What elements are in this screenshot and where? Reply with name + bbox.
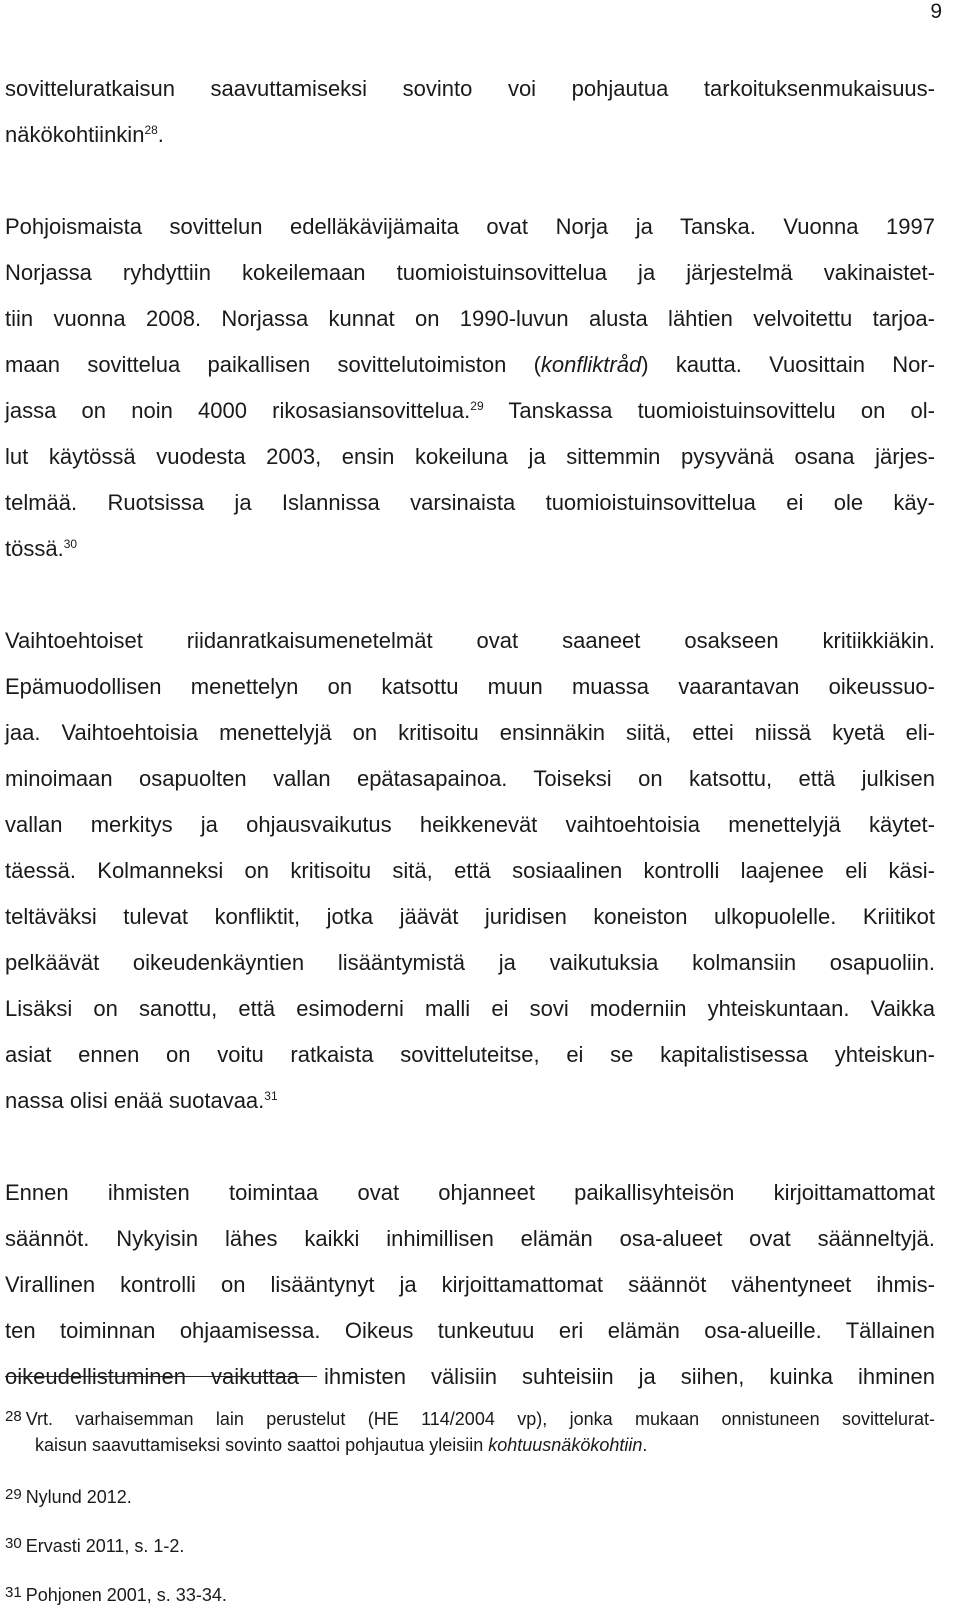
footnote-text: kaisun saavuttamiseksi sovinto saattoi pohjautua yleisiin: [35, 1435, 489, 1455]
text-run: tössä.: [5, 536, 64, 561]
footnote-text: .: [642, 1435, 648, 1455]
footnote-number: 30: [5, 1535, 22, 1552]
text-line: pelkäävät oikeudenkäyntien lisääntymistä ja vaikutuksia kolmansiin osapuoliin.: [5, 950, 935, 975]
text-line: lut käytössä vuodesta 2003, ensin kokeiluna ja sittemmin pysyvänä osana järjes-: [5, 444, 935, 469]
text-line: säännöt. Nykyisin lähes kaikki inhimillisen elämän osa-alueet ovat säänneltyjä.: [5, 1226, 935, 1251]
text-run: Tanskassa tuomioistuinsovittelu on ol-: [483, 398, 935, 423]
italic-term: konfliktråd: [540, 352, 642, 377]
text-line: [5, 112, 935, 158]
footnote-ref-30[interactable]: 30: [63, 537, 78, 551]
footnote-number: 31: [5, 1584, 22, 1601]
text-run: nassa olisi enää suotavaa.: [5, 1088, 265, 1113]
footnote-ref-28[interactable]: 28: [144, 123, 158, 137]
footnote-separator: [5, 1376, 317, 1377]
footnote-text: Pohjonen 2001, s. 33-34.: [25, 1585, 227, 1605]
text-line: Pohjoismaista sovittelun edelläkävijämaita ovat Norja ja Tanska. Vuonna 1997: [5, 214, 935, 239]
paragraph-gap: [5, 572, 935, 618]
text-line: Lisäksi on sanottu, että esimoderni malli ei sovi moderniin yhteiskuntaan. Vaikka: [5, 996, 935, 1021]
text-run: .: [157, 122, 164, 147]
text-line: minoimaan osapuolten vallan epätasapainoa. Toiseksi on katsottu, että julkisen: [5, 766, 935, 791]
text-line: sovitteluratkaisun saavuttamiseksi sovinto voi pohjautua tarkoituksenmukaisuus-: [5, 76, 935, 101]
page-number: 9: [930, 0, 942, 23]
text-line: täessä. Kolmanneksi on kritisoitu sitä, että sosiaalinen kontrolli laajenee eli käsi-: [5, 858, 935, 883]
text-line: Ennen ihmisten toimintaa ovat ohjanneet paikallisyhteisön kirjoittamattomat: [5, 1180, 935, 1205]
footnote-italic-term: kohtuusnäkökohtiin: [488, 1435, 643, 1455]
text-line: Norjassa ryhdyttiin kokeilemaan tuomioistuinsovittelua ja järjestelmä vakinaistet-: [5, 260, 935, 285]
text-line: teltäväksi tulevat konfliktit, jotka jäävät juridisen koneiston ulkopuolelle. Kriitikot: [5, 904, 935, 929]
footnote-text: Vrt. varhaisemman lain perustelut (HE 114/2004 vp), jonka mukaan onnistuneen sovittelurat-: [25, 1409, 935, 1429]
text-line: jaa. Vaihtoehtoisia menettelyjä on kritisoitu ensinnäkin siitä, ettei niissä kyetä eli-: [5, 720, 935, 745]
footnote-ref-29[interactable]: 29: [470, 399, 484, 413]
text-line: telmää. Ruotsissa ja Islannissa varsinaista tuomioistuinsovittelua ei ole käy-: [5, 490, 935, 515]
text-line: oikeudellistuminen vaikuttaa ihmisten välisiin suhteisiin ja siihen, kuinka ihminen: [5, 1364, 935, 1389]
text-line: [5, 526, 935, 572]
text-run: ) kautta. Vuosittain Nor-: [641, 352, 936, 377]
text-line: Vaihtoehtoiset riidanratkaisumenetelmät ovat saaneet osakseen kritiikkiäkin.: [5, 628, 935, 653]
footnote-30: [5, 1529, 935, 1558]
footnote-text: Nylund 2012.: [25, 1487, 132, 1507]
paragraph-gap: [5, 1124, 935, 1170]
text-run: näkökohtiinkin: [5, 122, 145, 147]
body-text: [5, 66, 935, 1400]
text-line: [5, 388, 935, 434]
footnote-number: 29: [5, 1486, 22, 1503]
footnote-29: [5, 1480, 935, 1509]
text-line: [5, 342, 935, 388]
footnote-28-cont: [5, 1431, 935, 1460]
text-line: asiat ennen on voitu ratkaista sovitteluteitse, ei se kapitalistisessa yhteiskun-: [5, 1042, 935, 1067]
footnotes: [5, 1402, 935, 1607]
footnote-text: Ervasti 2011, s. 1-2.: [25, 1536, 185, 1556]
footnote-ref-31[interactable]: 31: [264, 1089, 278, 1103]
text-run: jassa on noin 4000 rikosasiansovittelua.: [5, 398, 471, 423]
text-line: ten toiminnan ohjaamisessa. Oikeus tunkeutuu eri elämän osa-alueille. Tällainen: [5, 1318, 935, 1343]
text-run: maan sovittelua paikallisen sovittelutoimiston (: [5, 352, 541, 377]
text-line: vallan merkitys ja ohjausvaikutus heikkenevät vaihtoehtoisia menettelyjä käytet-: [5, 812, 935, 837]
paragraph-gap: [5, 158, 935, 204]
text-line: [5, 1078, 935, 1124]
footnote-28: [5, 1402, 935, 1431]
text-line: Epämuodollisen menettelyn on katsottu muun muassa vaarantavan oikeussuo-: [5, 674, 935, 699]
footnote-number: 28: [5, 1408, 22, 1425]
text-line: tiin vuonna 2008. Norjassa kunnat on 1990-luvun alusta lähtien velvoitettu tarjoa-: [5, 306, 935, 331]
footnote-31: [5, 1578, 935, 1607]
text-line: Virallinen kontrolli on lisääntynyt ja kirjoittamattomat säännöt vähentyneet ihmis-: [5, 1272, 935, 1297]
